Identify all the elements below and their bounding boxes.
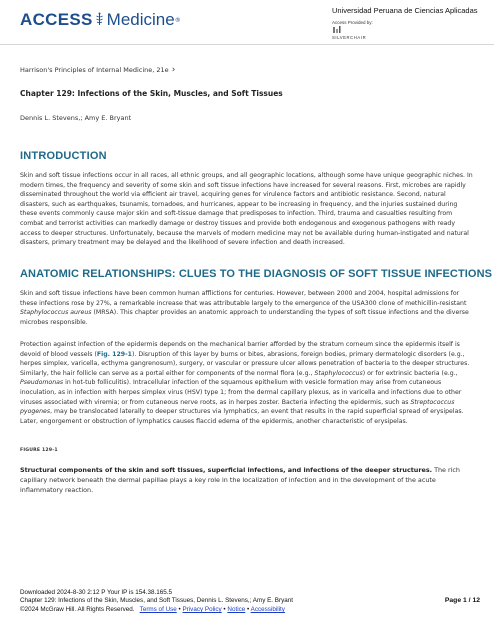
figure-link[interactable]: Fig. 129-1 — [96, 350, 132, 358]
logo-access-text: ACCESS — [20, 10, 93, 29]
text-run: in hot-tub folliculitis). Intracellular infection of the squamous epithelium with vesicle formation may arise from cutaneous inoculation, as in infection with herpes simplex virus (HSV) type 1; from the dermal capillary plexus, as in varicella and infections due to other viruses associated with viremia; or from cutaneous nerve roots, as in herpes zoster. Bacteria infecting the epidermis, such as — [20, 379, 462, 406]
silverchair-text: SILVERCHAIR — [332, 35, 367, 40]
registered-mark: ® — [174, 16, 181, 24]
anatomic-paragraph-2 — [20, 340, 475, 426]
silverchair-icon — [332, 26, 341, 34]
figure-label: FIGURE 129-1 — [20, 448, 58, 453]
download-info: Downloaded 2024-8-30 2:12 P Your IP is 154.38.165.5 — [20, 589, 173, 596]
text-run: Skin and soft tissue infections have been common human afflictions for centuries. However, between 2000 and 2004, hospital admissions for these infections rose by 27%, a remarkable increase that was attributable largely to the emergence of the USA300 clone of methicillin-resistant — [20, 290, 467, 307]
text-run: ). Disruption of this layer by burns or bites, abrasions, foreign bodies, primary dermatologic disorders (e.g., herpes simplex, varicella, ecthyma gangrenosum), surgery, or vascular or pressure ulcer allows penetration of bacteria to the deeper structures. Similarly, the hair follicle can serve as a portal either for components of the normal flora (e.g., — [20, 350, 470, 377]
italic-organism: Staphylococcus — [314, 369, 363, 377]
copyright-text: ©2024 McGraw Hill. All Rights Reserved. — [20, 605, 135, 613]
caduceus-icon — [95, 11, 104, 30]
anatomic-paragraph-1 — [20, 289, 475, 327]
privacy-link[interactable]: Privacy Policy — [182, 605, 222, 613]
figure-caption — [20, 466, 475, 495]
legal-line — [20, 606, 480, 614]
citation-line: Chapter 129: Infections of the Skin, Muscles, and Soft Tissues, Dennis L. Stevens,; Amy E. Bryant — [20, 597, 294, 605]
page-footer — [20, 589, 480, 614]
accessibility-link[interactable]: Accessibility — [250, 605, 285, 613]
italic-organism: Pseudomonas — [20, 379, 64, 387]
terms-link[interactable]: Terms of Use — [139, 605, 177, 613]
logo-medicine-text: Medicine — [106, 10, 175, 29]
separator: • — [176, 605, 183, 613]
text-run: , may be translocated laterally to deeper structures via lymphatics, an event that results in the rapid superficial spread of erysipelas. Later, engorgement or obstruction of lymphatics causes flaccid edema of the epidermis, another characteristic of erysipelas. — [20, 408, 464, 425]
text-run: (MRSA). This chapter provides an anatomic approach to understanding the types of soft tissue infections and the diverse microbes responsible. — [20, 309, 469, 326]
notice-link[interactable]: Notice — [227, 605, 246, 613]
breadcrumb-book-link[interactable]: Harrison's Principles of Internal Medicine, 21e — [20, 66, 169, 74]
institution-name: Universidad Peruana de Ciencias Aplicadas — [332, 6, 478, 15]
figure-caption-title: Structural components of the skin and soft tissues, superficial infections, and infections of the deeper structures. — [20, 466, 433, 474]
introduction-paragraph: Skin and soft tissue infections occur in all races, all ethnic groups, and all geographic locations, although some have unique geographic niches. In modern times, the frequency and severity of some skin and soft tissue infections have increased for several reasons. First, microbes are rapidly disseminated throughout the world via efficient air travel, acquiring genes for virulence factors and antibiotic resistance. Second, natural disasters, such as earthquakes, tsunamis, tornadoes, and hurricanes, appear to be increasing in frequency, and the injuries sustained during these events commonly cause major skin and soft-tissue damage that predisposes to infection. Third, trauma and casualties resulting from combat and terrorist activities can markedly damage or destroy tissues and provide both endogenous and exogenous pathogens with ready access to deeper structures. Unfortunately, because the marvels of modern medicine may not be available during human-instigated and natural disasters, primary treatment may be delayed and the likelihood of severe infection and death increased. — [20, 172, 473, 247]
access-medicine-logo[interactable] — [20, 10, 181, 30]
separator: • — [245, 605, 251, 613]
header-divider — [0, 44, 494, 45]
italic-organism: Streptococcus pyogenes — [20, 398, 455, 416]
page-number: Page 1 / 12 — [444, 597, 480, 604]
introduction-heading: INTRODUCTION — [20, 150, 107, 162]
text-run: Protection against infection of the epidermis depends on the mechanical barrier afforded by the stratum corneum since the epidermis itself is devoid of blood vessels ( — [20, 341, 460, 358]
italic-organism: Staphylococcus aureus — [20, 309, 92, 317]
figure-caption-text: The rich capillary network beneath the dermal papillae plays a key role in the localization of infection and in the development of the acute inflammatory reaction. — [20, 466, 460, 494]
chapter-authors: Dennis L. Stevens,; Amy E. Bryant — [20, 114, 132, 122]
chevron-right-icon: › — [171, 65, 176, 75]
chapter-title: Chapter 129: Infections of the Skin, Muscles, and Soft Tissues — [20, 89, 283, 98]
silverchair-logo — [332, 26, 366, 40]
separator: • — [221, 605, 228, 613]
anatomic-relationships-heading: ANATOMIC RELATIONSHIPS: CLUES TO THE DIAGNOSIS OF SOFT TISSUE INFECTIONS — [20, 268, 493, 280]
text-run: ) or for extrinsic bacteria (e.g., — [362, 369, 458, 377]
breadcrumb[interactable] — [20, 66, 175, 74]
provided-by-label: Access Provided by: — [332, 20, 373, 25]
